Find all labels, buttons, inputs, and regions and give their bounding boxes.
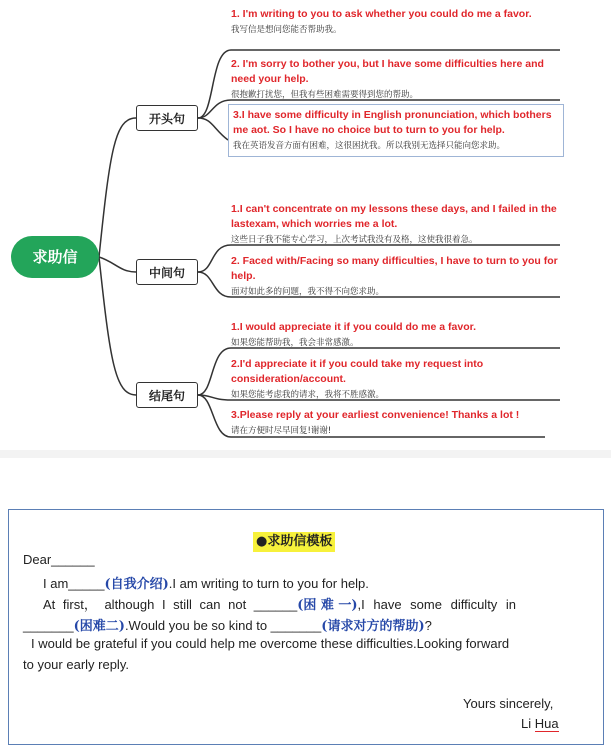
template-line-3-c: ? <box>424 618 432 633</box>
connector-root-ending <box>99 257 136 395</box>
template-line-3-cn2: (请求对方的帮助) <box>321 619 425 634</box>
template-line-2-a: At first， although I still can not ______ <box>43 597 298 612</box>
opening-item-3-zh: 我在英语发音方面有困难，这很困扰我。所以我别无选择只能向您求助。 <box>233 141 506 151</box>
ending-item-2-en: 2.I'd appreciate it if you could take my request into consideration/account. <box>231 358 484 385</box>
template-line-1-a: I am_____ <box>43 576 105 591</box>
section-divider <box>0 450 611 458</box>
template-line-2-b: ,I have some difficulty in <box>357 597 517 612</box>
template-line-4: I would be grateful if you could help me overcome these difficulties.Looking forward <box>31 636 510 651</box>
opening-item-1 <box>231 7 561 37</box>
opening-item-1-en: 1. I'm writing to you to ask whether you could do me a favor. <box>231 8 532 20</box>
template-line-1-b: .I am writing to turn to you for help. <box>168 576 369 591</box>
template-line-2 <box>43 594 516 613</box>
template-dear: Dear______ <box>23 552 95 567</box>
ending-item-1-zh: 如果您能帮助我，我会非常感激。 <box>231 338 359 348</box>
signature-last: Hua <box>534 716 559 731</box>
middle-item-1 <box>231 202 561 247</box>
template-line-1 <box>43 573 369 592</box>
middle-item-2 <box>231 254 561 299</box>
middle-item-2-en: 2. Faced with/Facing so many difficulties, I have to turn to you for help. <box>231 255 558 282</box>
connector-root-middle <box>99 257 136 272</box>
template-card <box>8 509 604 745</box>
template-title: ●求助信模板 <box>253 532 335 552</box>
template-line-5: to your early reply. <box>23 657 129 672</box>
template-line-3 <box>23 615 432 634</box>
template-line-3-a: _______ <box>23 618 74 633</box>
branch-opening: 开头句 <box>136 105 198 131</box>
opening-item-3 <box>228 104 564 157</box>
branch-middle: 中间句 <box>136 259 198 285</box>
branch-ending: 结尾句 <box>136 382 198 408</box>
opening-item-3-en: 3.I have some difficulty in English pronunciation, which bothers me aot. So I have no choice but to turn to you for help. <box>233 109 552 136</box>
middle-item-1-en: 1.I can't concentrate on my lessons these days, and I failed in the lastexam, which worries me a lot. <box>231 203 557 230</box>
connector-root-opening <box>99 118 136 257</box>
template-line-1-cn: (自我介绍) <box>104 577 169 592</box>
signature-first: Li <box>521 716 532 731</box>
ending-item-3-zh: 请在方便时尽早回复!谢谢! <box>231 426 332 436</box>
opening-item-1-zh: 我写信是想问您能否帮助我。 <box>231 25 342 35</box>
ending-item-3 <box>231 408 561 438</box>
template-line-3-cn: (困难二) <box>73 619 125 634</box>
root-node: 求助信 <box>11 236 99 278</box>
ending-item-1 <box>231 320 561 350</box>
opening-item-2-en: 2. I'm sorry to bother you, but I have some difficulties here and need your help. <box>231 58 544 85</box>
connector-opening-3 <box>198 118 228 140</box>
ending-item-1-en: 1.I would appreciate it if you could do me a favor. <box>231 321 477 333</box>
ending-item-3-en: 3.Please reply at your earliest convenience! Thanks a lot ! <box>231 409 520 421</box>
template-line-2-cn: (困 难 一) <box>297 598 358 613</box>
opening-item-2 <box>231 57 561 102</box>
middle-item-2-zh: 面对如此多的问题，我不得不向您求助。 <box>231 287 385 297</box>
template-signature <box>521 716 559 731</box>
opening-item-2-zh: 很抱歉打扰您，但我有些困难需要得到您的帮助。 <box>231 90 419 100</box>
template-line-3-b: .Would you be so kind to _______ <box>124 618 322 633</box>
template-closing: Yours sincerely, <box>463 696 554 711</box>
ending-item-2-zh: 如果您能考虑我的请求，我将不胜感激。 <box>231 390 385 400</box>
ending-item-2 <box>231 357 561 402</box>
middle-item-1-zh: 这些日子我不能专心学习，上次考试我没有及格，这使我很着急。 <box>231 235 478 245</box>
